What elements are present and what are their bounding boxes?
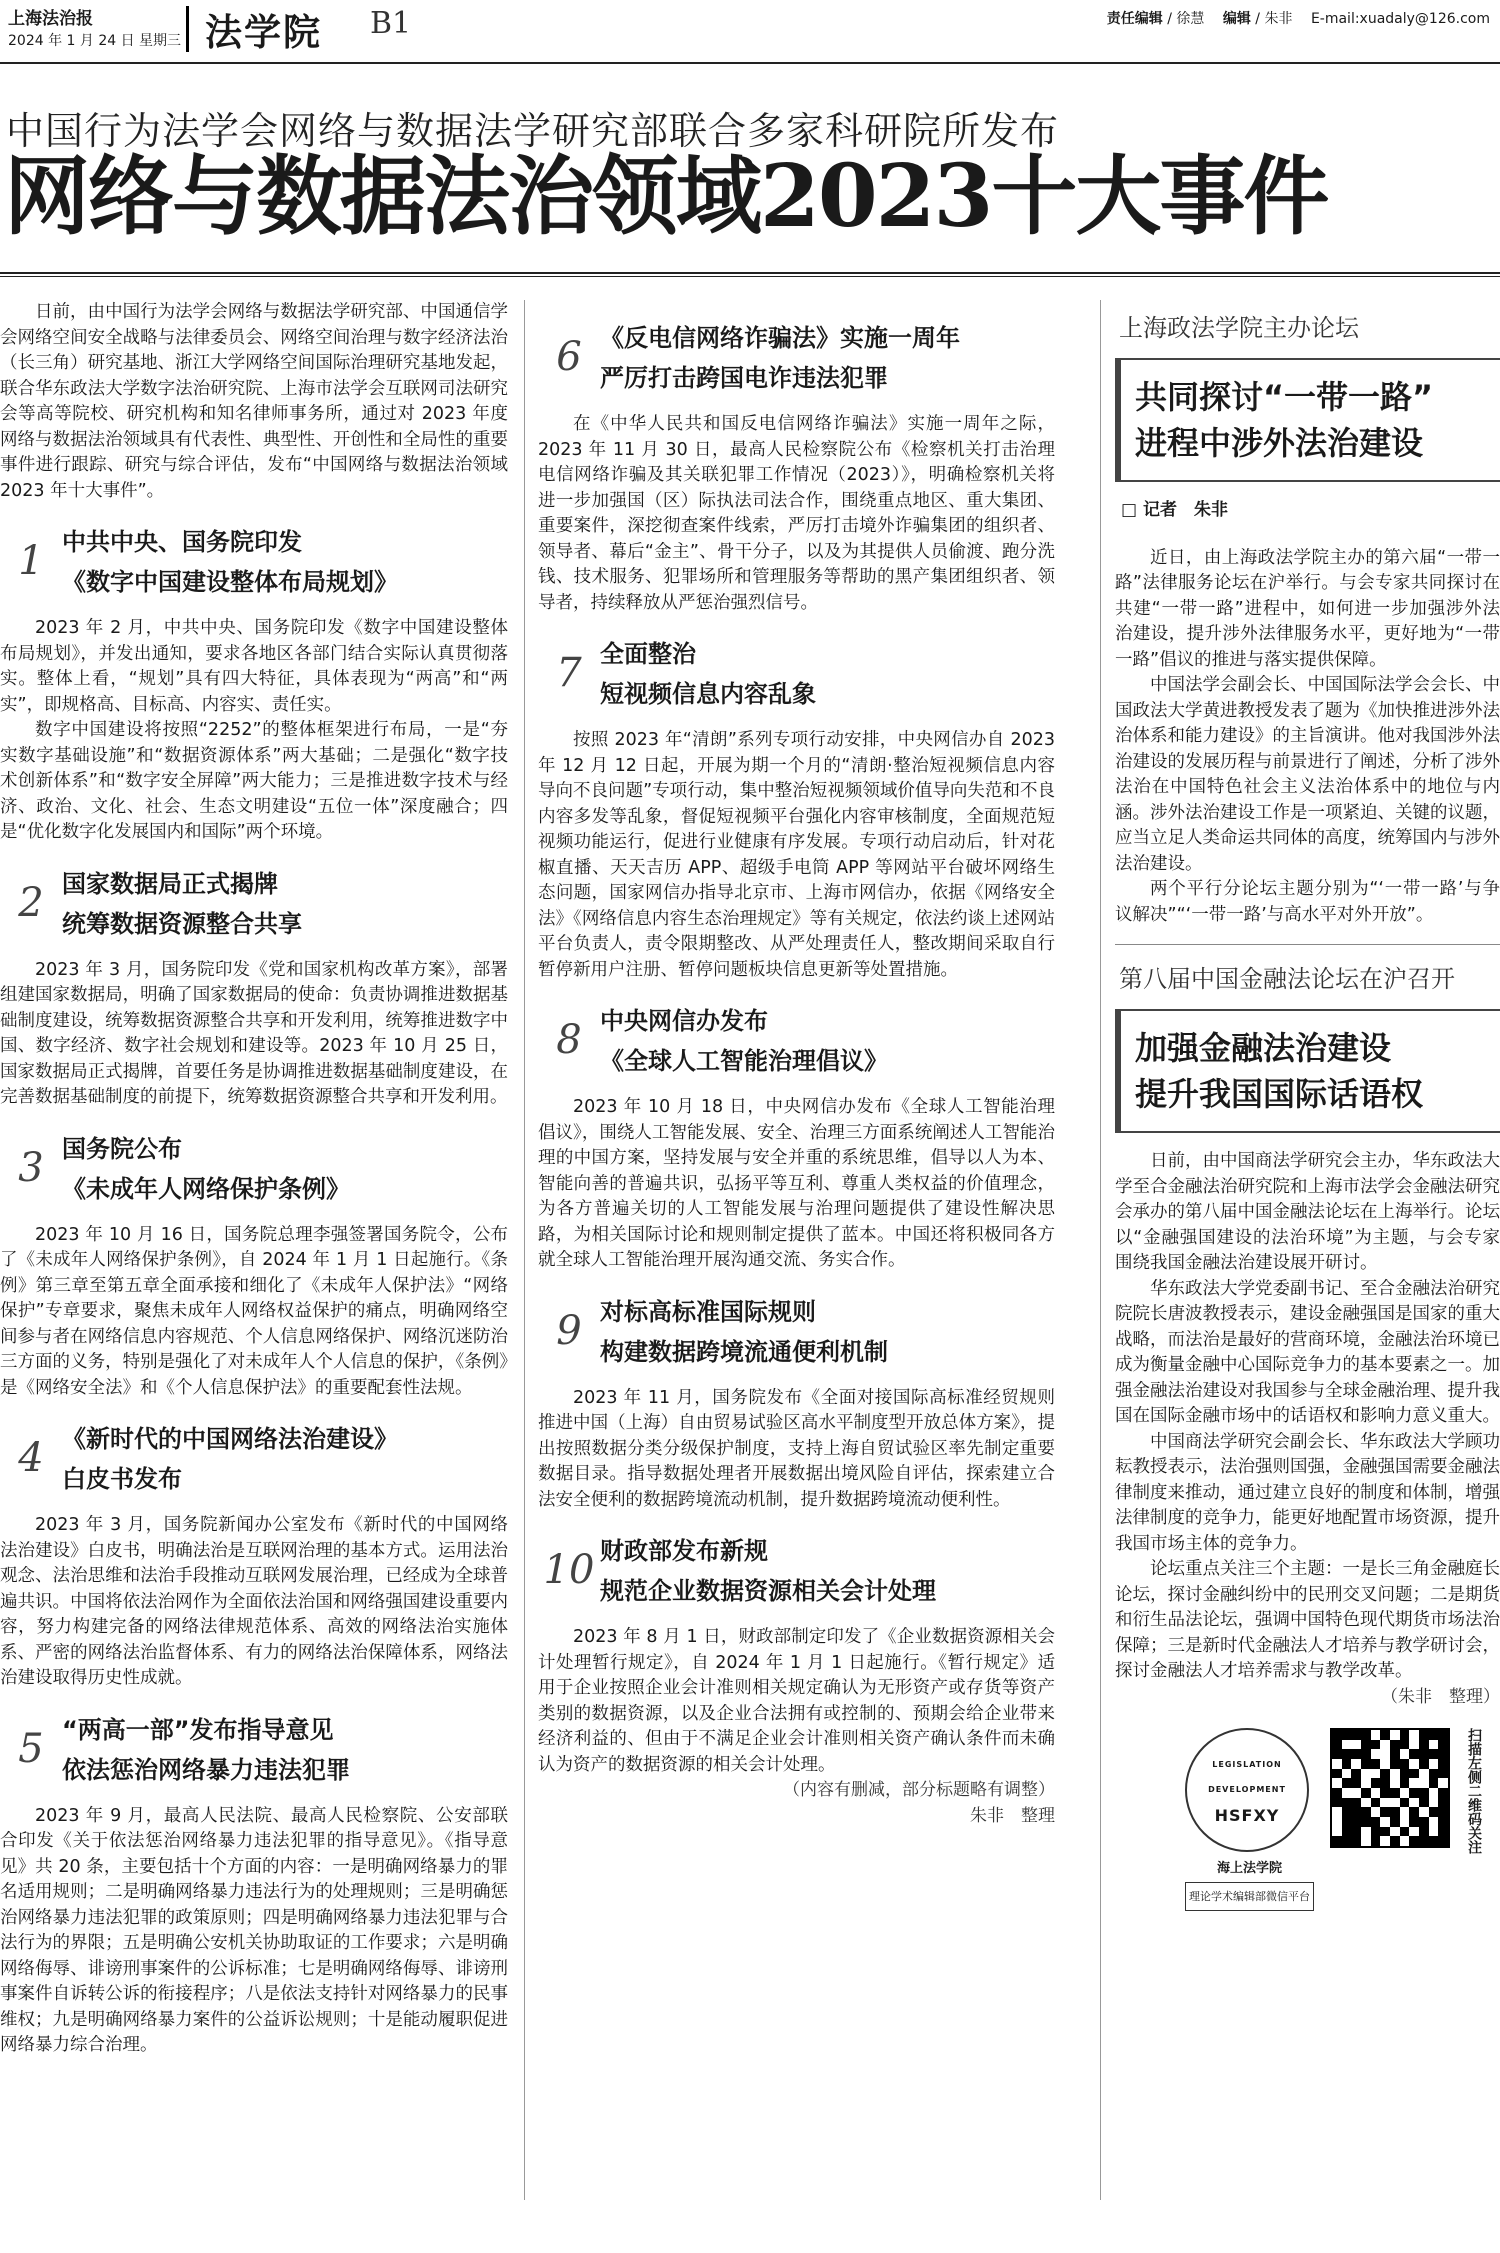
event-heading: [0, 1129, 508, 1209]
forum2-kicker: 第八届中国金融法论坛在沪召开: [1119, 965, 1455, 993]
event-heading: [0, 864, 508, 944]
event-heading: [0, 1419, 508, 1499]
event-title: 国务院公布 《未成年人网络保护条例》: [62, 1134, 350, 1203]
event-number: 2: [18, 879, 44, 926]
event-paragraph: 2023 年 10 月 16 日，国务院总理李强签署国务院令，公布了《未成年人网络保护条例》，自 2024 年 1 月 1 日起施行。《条例》第三章至第五章全面承接和细化了《未成年人保护法》“网络保护”专章要求，聚焦未成年人网络权益保护的痛点，明确网络空间参与者在网络信息内容规范、个人信息网络保护、网络沉迷防治三方面的义务，特别是强化了对未成年人个人信息的保护，《条例》是《网络安全法》和《个人信息保护法》的重要配套性法规。: [0, 1224, 508, 1398]
subheadline: 中国行为法学会网络与数据法学研究部联合多家科研院所发布: [6, 109, 1060, 153]
qr-code[interactable]: [1330, 1728, 1450, 1848]
event-heading: [538, 318, 1055, 398]
reporter-byline: □ 记者 朱非: [1121, 500, 1228, 520]
paper-logo: 上海法治报: [8, 9, 93, 29]
event-number: 6: [556, 334, 582, 381]
column-divider: [1100, 300, 1101, 2200]
page-number: B1: [370, 6, 412, 41]
event-title: 中共中央、国务院印发 《数字中国建设整体布局规划》: [62, 528, 398, 596]
forum1-title: 共同探讨“一带一路” 进程中涉外法治建设: [1115, 358, 1500, 482]
footer-logos: [1115, 1728, 1500, 1911]
event-3: [0, 1129, 508, 1402]
event-number: 1: [18, 538, 44, 585]
event-5: [0, 1710, 508, 2059]
event-paragraph: 2023 年 11 月，国务院发布《全面对接国际高标准经贸规则推进中国（上海）自由贸易试验区高水平制度型开放总体方案》，提出按照数据分类分级保护制度，支持上海自贸试验区率先制定重要数据目录。指导数据处理者开展数据出境风险自评估，探索建立合法安全便利的数据跨境流动机制，提升数据跨境流动便利性。: [538, 1387, 1055, 1510]
event-6: [538, 318, 1055, 616]
event-1: [0, 522, 508, 846]
event-paragraph: 数字中国建设将按照“2252”的整体框架进行布局，一是“夯实数字基础设施”和“数据资源体系”两大基础；二是强化“数字技术创新体系”和“数字安全屏障”两大能力；三是推进数字技术与经济、政治、文化、社会、生态文明建设“五位一体”深度融合；四是“优化数字化发展国内和国际”两个环境。: [0, 720, 508, 842]
event-heading: [0, 1710, 508, 1790]
article-paragraph: 华东政法大学党委副书记、至合金融法治研究院院长唐波教授表示，建设金融强国是国家的重大战略，而法治是最好的营商环境，金融法治环境已成为衡量金融中心国际竞争力的基本要素之一。加强金融法治建设对我国参与全球金融治理、提升我国在国际金融市场中的话语权和影响力意义重大。: [1115, 1278, 1500, 1426]
event-7: [538, 634, 1055, 983]
event-number: 8: [556, 1017, 582, 1064]
headline-rule: [0, 272, 1500, 277]
issue-date: 2024 年 1 月 24 日 星期三: [8, 33, 182, 49]
event-paragraph: 2023 年 8 月 1 日，财政部制定印发了《企业数据资源相关会计处理暂行规定》，自 2024 年 1 月 1 日起施行。《暂行规定》适用于企业按照企业会计准则相关规定确认为无形资产或存货等资产类别的数据资源，以及企业合法拥有或控制的、预期会给企业带来经济利益的、但由于不满足企业会计准则相关资产确认条件而未确认为资产的数据资源的相关会计处理。: [538, 1627, 1055, 1775]
article-paragraph: 两个平行分论坛主题分别为“‘一带一路’与争议解决”“‘一带一路’与高水平对外开放”。: [1115, 879, 1500, 925]
qr-caption: 扫描左侧二维码关注: [1466, 1728, 1482, 1854]
event-number: 7: [556, 650, 582, 697]
event-title: 《新时代的中国网络法治建设》 白皮书发布: [62, 1425, 398, 1493]
article-paragraph: 中国商法学研究会副会长、华东政法大学顾功耘教授表示，法治强则国强，金融强国需要金融法律制度来推动，通过建立良好的制度和体制，增强法律制度的竞争力，能更好地配置市场资源，提升我国市场主体的竞争力。: [1115, 1431, 1500, 1554]
event-paragraph: 2023 年 10 月 18 日，中央网信办发布《全球人工智能治理倡议》，围绕人工智能发展、安全、治理三方面系统阐述人工智能治理的中国方案，坚持发展与安全并重的系统思维，倡导以人为本、智能向善的普遍共识，弘扬平等互利、尊重人类权益的价值理念，为各方普遍关切的人工智能发展与治理问题提供了建设性解决思路，为相关国际讨论和规则制定提供了蓝本。中国还将积极同各方就全球人工智能治理开展沟通交流、务实合作。: [538, 1097, 1055, 1270]
article-paragraph: 论坛重点关注三个主题：一是长三角金融庭长论坛，探讨金融纠纷中的民刑交叉问题；二是期货和衍生品法论坛，强调中国特色现代期货市场法治保障；三是新时代金融法人才培养与教学研讨会，探讨金融法人才培养需求与教学改革。: [1115, 1559, 1500, 1681]
event-heading: [538, 634, 1055, 714]
event-2: [0, 864, 508, 1111]
event-9: [538, 1292, 1055, 1514]
headline: 网络与数据法治领域2023十大事件: [4, 146, 1328, 247]
event-title: 对标高标准国际规则 构建数据跨境流通便利机制: [600, 1297, 888, 1366]
event-number: 5: [18, 1725, 44, 1772]
event-paragraph: 在《中华人民共和国反电信网络诈骗法》实施一周年之际，2023 年 11 月 30 日，最高人民检察院公布《检察机关打击治理电信网络诈骗及其关联犯罪工作情况（2023）》，明确检察机关将进一步加强国（区）际执法司法合作，围绕重点地区、重大集团、重要案件，深挖彻查案件线索，严厉打击境外诈骗集团的组织者、领导者、幕后“金主”、骨干分子，以及为其提供人员偷渡、跑分洗钱、技术服务、犯罪场所和管理服务等帮助的黑产集团组织者、领导者，持续释放从严惩治强烈信号。: [538, 414, 1055, 613]
forum1-kicker: 上海政法学院主办论坛: [1119, 314, 1359, 342]
editor-note: （内容有删减，部分标题略有调整）: [783, 1780, 1055, 1800]
forum2-title: 加强金融法治建设 提升我国国际话语权: [1115, 1009, 1500, 1133]
event-number: 4: [18, 1435, 44, 1482]
event-paragraph: 2023 年 3 月，国务院印发《党和国家机构改革方案》，部署组建国家数据局，明确了国家数据局的使命：负责协调推进数据基础制度建设，统筹数据资源整合共享和开发利用，统筹推进数字中国、数字经济、数字社会规划和建设等。2023 年 10 月 25 日，国家数据局正式揭牌，首要任务是协调推进数据基础制度建设，在完善数据基础制度的前提下，统筹数据资源整合共享和开发利用。: [0, 959, 508, 1107]
email: E-mail:xuadaly@126.com: [1310, 11, 1490, 27]
masthead: [0, 0, 1500, 58]
event-number: 9: [556, 1307, 582, 1354]
event-title: 国家数据局正式揭牌 统筹数据资源整合共享: [62, 869, 302, 938]
event-paragraph: 按照 2023 年“清朗”系列专项行动安排，中央网信办自 2023 年 12 月 12 日起，开展为期一个月的“清朗·整治短视频信息内容导向不良问题”专项行动，集中整治短视频领域价值导向失范和不良内容多发等乱象，督促短视频平台强化内容审核制度，全面规范短视频功能运行，促进行业健康有序发展。专项行动启动后，针对花椒直播、天天吉历 APP、超级手电筒 APP 等网站平台破坏网络生态问题，国家网信办指导北京市、上海市网信办，依据《网络安全法》《网络信息内容生态治理规定》等有关规定，依法约谈上述网站平台负责人，责令限期整改、从严处理责任人，整改期间采取自行暂停新用户注册、暂停问题板块信息更新等处置措施。: [538, 730, 1055, 980]
section-name: 法学院: [205, 11, 322, 54]
article-paragraph: 日前，由中国商法学研究会主办，华东政法大学至合金融法治研究院和上海市法学会金融法研究会承办的第八届中国金融法论坛在上海举行。论坛以“金融强国建设的法治环境”为主题，与会专家围绕我国金融法治建设展开研讨。: [1115, 1151, 1500, 1273]
forum2-sign: （朱非 整理）: [1381, 1686, 1500, 1707]
event-heading: [538, 1001, 1055, 1081]
article-paragraph: 近日，由上海政法学院主办的第六届“一带一路”法律服务论坛在沪举行。与会专家共同探讨在共建“一带一路”进程中，如何进一步加强涉外法治建设，提升涉外法律服务水平，更好地为“一带一路”倡议的推进与落实提供保障。: [1115, 547, 1500, 670]
event-10: [538, 1531, 1055, 1778]
event-heading: [0, 522, 508, 602]
event-title: 全面整治 短视频信息内容乱象: [600, 640, 816, 708]
intro-paragraph: 日前，由中国行为法学会网络与数据法学研究部、中国通信学会网络空间安全战略与法律委员会、网络空间治理与数字经济法治（长三角）研究基地、浙江大学网络空间国际治理研究基地发起，联合华东政法大学数字法治研究院、上海市法学会互联网司法研究会等高等院校、研究机构和知名律师事务所，通过对 2023 年度网络与数据法治领域具有代表性、典型性、开创性和全局性的重要事件进行跟踪、研究与综合评估，发布“中国网络与数据法治领域 2023 年十大事件”。: [0, 302, 508, 501]
top-rule: [0, 62, 1500, 64]
editor-line: 责任编辑 / 徐慧 编辑 / 朱非 E-mail:xuadaly@126.com: [1106, 11, 1490, 27]
school-logo: LEGISLATION DEVELOPMENT HSFXY 海上法学院 理论学术编辑部微信平台: [1185, 1728, 1314, 1911]
column-3: [1115, 300, 1500, 2245]
event-4: [0, 1419, 508, 1692]
event-title: 财政部发布新规 规范企业数据资源相关会计处理: [600, 1537, 936, 1605]
column-2: [538, 300, 1055, 2245]
event-title: 中央网信办发布 《全球人工智能治理倡议》: [600, 1007, 888, 1075]
event-heading: [538, 1292, 1055, 1372]
compiler-sign: 朱非 整理: [970, 1805, 1055, 1826]
column-divider: [524, 300, 525, 2200]
event-8: [538, 1001, 1055, 1274]
column-1: [0, 300, 508, 2245]
article-paragraph: 中国法学会副会长、中国国际法学会会长、中国政法大学黄进教授发表了题为《加快推进涉外法治体系和能力建设》的主旨演讲。他对我国涉外法治建设的发展历程与前景进行了阐述，分析了涉外法治在中国特色社会主义法治体系中的地位与内涵。涉外法治建设工作是一项紧迫、关键的议题，应当立足人类命运共同体的高度，统筹国内与涉外法治建设。: [1115, 675, 1500, 874]
event-title: 《反电信网络诈骗法》实施一周年 严厉打击跨国电诈违法犯罪: [600, 324, 960, 392]
event-title: “两高一部”发布指导意见 依法惩治网络暴力违法犯罪: [62, 1715, 350, 1784]
event-paragraph: 2023 年 2 月，中共中央、国务院印发《数字中国建设整体布局规划》，并发出通知，要求各地区各部门结合实际认真贯彻落实。整体上看，“规划”具有四大特征，具体表现为“两高”和“两实”，即规格高、目标高、内容实、责任实。: [0, 618, 508, 715]
masthead-divider: [186, 6, 189, 52]
event-number: 10: [543, 1547, 595, 1594]
section-divider: [1115, 944, 1500, 945]
event-paragraph: 2023 年 9 月，最高人民法院、最高人民检察院、公安部联合印发《关于依法惩治网络暴力违法犯罪的指导意见》。《指导意见》共 20 条，主要包括十个方面的内容：一是明确网络暴力的罪名适用规则；二是明确网络暴力违法行为的处理规则；三是明确惩治网络暴力违法犯罪的政策原则；四是明确网络暴力违法犯罪与合法行为的界限；五是明确公安机关协助取证的工作要求；六是明确网络侮辱、诽谤刑事案件的公诉标准；七是明确网络侮辱、诽谤刑事案件自诉转公诉的衔接程序；八是依法支持针对网络暴力的民事维权；九是明确网络暴力案件的公益诉讼规则；十是能动履职促进网络暴力综合治理。: [0, 1805, 508, 2055]
event-heading: [538, 1531, 1055, 1611]
event-paragraph: 2023 年 3 月，国务院新闻办公室发布《新时代的中国网络法治建设》白皮书，明确法治是互联网治理的基本方式。运用法治观念、法治思维和法治手段推动互联网发展治理，已经成为全球普遍共识。中国将依法治网作为全面依法治国和网络强国建设重要内容，努力构建完备的网络法律规范体系、高效的网络法治实施体系、严密的网络法治监督体系、有力的网络法治保障体系，网络法治建设取得历史性成就。: [0, 1515, 508, 1688]
event-number: 3: [18, 1144, 44, 1191]
